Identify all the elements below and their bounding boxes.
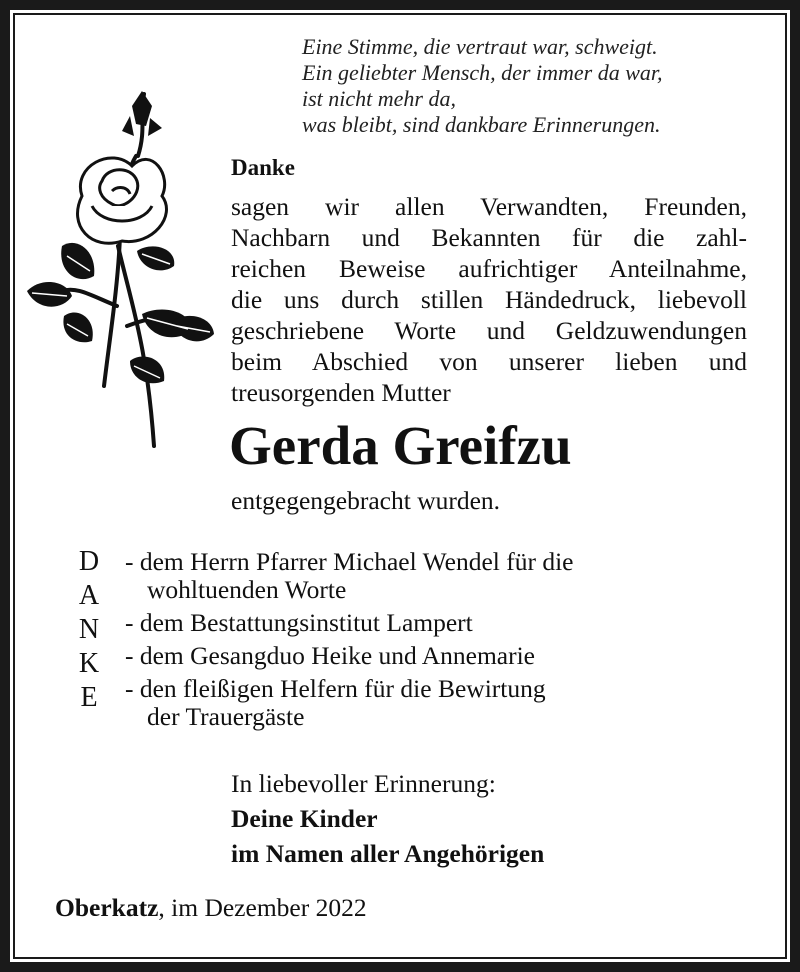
poem-line: ist nicht mehr da, <box>302 86 456 111</box>
signatory-extended: im Namen aller Angehörigen <box>231 839 545 868</box>
vertical-letter: N <box>78 614 100 645</box>
rose-icon <box>22 86 217 456</box>
heading-danke: Danke <box>231 155 295 180</box>
poem-line: Eine Stimme, die vertraut war, schweigt. <box>302 34 658 59</box>
list-item-continuation: der Trauergäste <box>147 702 305 731</box>
closing <box>231 766 544 871</box>
poem <box>302 34 663 138</box>
list-item: - den fleißigen Helfern für die Bewirtung <box>125 674 546 703</box>
poem-line: Ein geliebter Mensch, der immer da war, <box>302 60 663 85</box>
paragraph-line: treusorgenden Mutter <box>231 378 451 407</box>
paragraph-line: Nachbarn und Bekannten für die zahl- <box>231 223 747 252</box>
date: , im Dezember 2022 <box>158 893 367 922</box>
deceased-name: Gerda Greifzu <box>229 415 572 476</box>
paragraph-line: sagen wir allen Verwandten, Freunden, <box>231 192 747 221</box>
paragraph-line: die uns durch stillen Händedruck, liebevoll <box>231 285 747 314</box>
poem-line: was bleibt, sind dankbare Erinnerungen. <box>302 112 661 137</box>
list-item: - dem Bestattungsinstitut Lampert <box>125 608 473 637</box>
vertical-letter: A <box>78 580 100 611</box>
thanks-paragraph <box>231 191 747 408</box>
after-name-text: entgegengebracht wurden. <box>231 486 501 515</box>
paragraph-line: beim Abschied von unserer lieben und <box>231 347 747 376</box>
list-item: - dem Herrn Pfarrer Michael Wendel für die <box>125 547 574 576</box>
vertical-danke <box>72 545 106 715</box>
vertical-letter: E <box>80 682 98 713</box>
vertical-letter: K <box>78 648 100 679</box>
vertical-letter: D <box>78 546 100 577</box>
thanks-list <box>125 545 574 733</box>
place: Oberkatz <box>55 893 159 922</box>
place-date <box>55 893 367 923</box>
signatory: Deine Kinder <box>231 804 378 833</box>
paragraph-line: reichen Beweise aufrichtiger Anteilnahme, <box>231 254 747 283</box>
closing-line: In liebevoller Erinnerung: <box>231 769 496 798</box>
paragraph-line: geschriebene Worte und Geldzuwendungen <box>231 316 747 345</box>
list-item: - dem Gesangduo Heike und Annemarie <box>125 641 536 670</box>
list-item-continuation: wohltuenden Worte <box>147 575 347 604</box>
